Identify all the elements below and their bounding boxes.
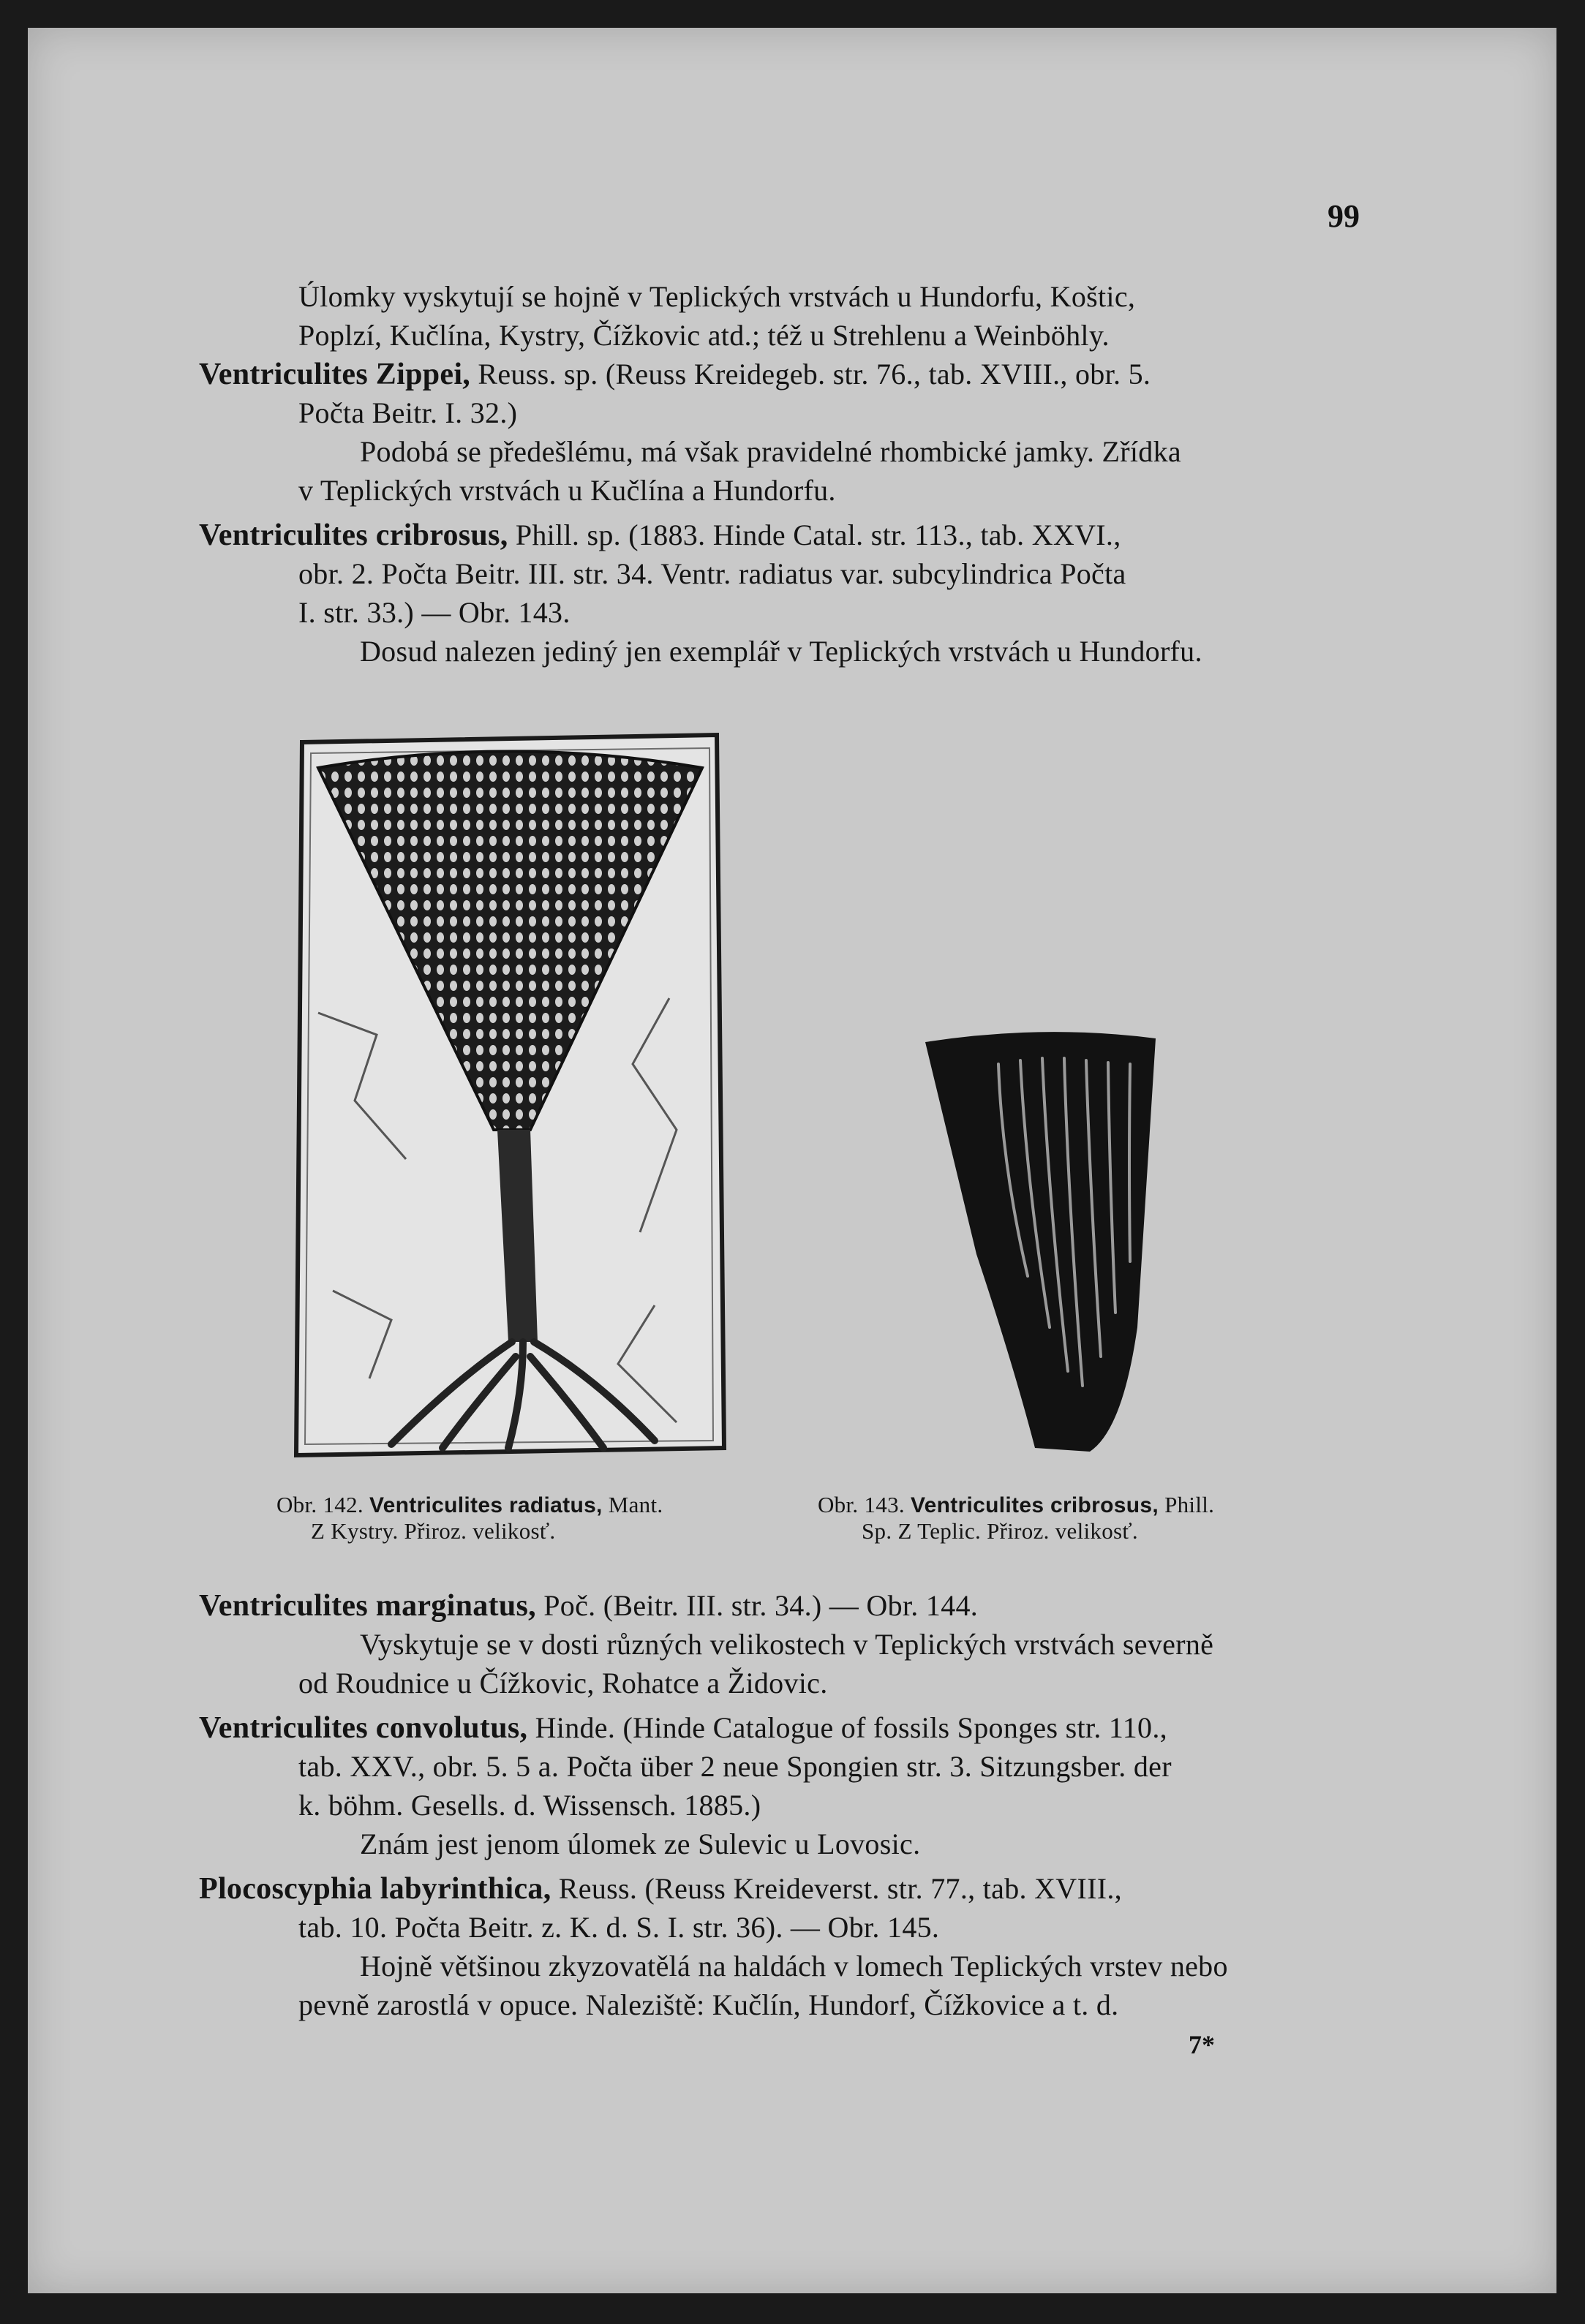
caption-prefix: Obr. 143. [818,1492,905,1517]
signature-mark: 7* [1189,2030,1215,2059]
text-line: Hojně většinou zkyzovatělá na haldách v lomech Teplických vrstev nebo [360,1950,1228,1982]
species-name: Ventriculites marginatus, [199,1589,536,1623]
text-line: I. str. 33.) — Obr. 143. [298,596,571,629]
text-line: obr. 2. Počta Beitr. III. str. 34. Ventr. radiatus var. subcylindrica Počta [298,557,1126,590]
caption-author: Mant. [602,1492,663,1517]
species-entry [199,1709,1167,1747]
species-entry [199,355,1151,393]
text-line: Poplzí, Kučlína, Kystry, Čížkovic atd.; též u Strehlenu a Weinböhly. [298,319,1110,352]
species-name: Ventriculites Zippei, [199,358,471,391]
figure-143-image [918,1020,1167,1459]
figure-143-caption-line2: Sp. Z Teplic. Přiroz. velikosť. [862,1518,1138,1544]
text-line: tab. XXV., obr. 5. 5 a. Počta über 2 neue Spongien str. 3. Sitzungsber. der [298,1750,1172,1783]
species-entry [199,1870,1122,1908]
figure-142-caption-line2: Z Kystry. Přiroz. velikosť. [311,1518,556,1544]
caption-species: Ventriculites cribrosus, [911,1493,1159,1517]
species-reference: Poč. (Beitr. III. str. 34.) — Obr. 144. [535,1589,979,1622]
text-line: pevně zarostlá v opuce. Naleziště: Kučlín, Hundorf, Čížkovice a t. d. [298,1988,1119,2021]
text-line: Počta Beitr. I. 32.) [298,396,518,429]
species-reference: Hinde. (Hinde Catalogue of fossils Sponges str. 110., [527,1711,1167,1744]
caption-species: Ventriculites radiatus, [369,1493,603,1517]
species-reference: Phill. sp. (1883. Hinde Catal. str. 113., tab. XXVI., [508,518,1121,551]
text-line: Znám jest jenom úlomek ze Sulevic u Lovosic. [360,1827,921,1860]
species-name: Ventriculites cribrosus, [199,518,508,552]
page-number: 99 [1328,198,1360,234]
caption-prefix: Obr. 142. [276,1492,364,1517]
text-line: tab. 10. Počta Beitr. z. K. d. S. I. str. 36). — Obr. 145. [298,1911,940,1944]
figure-142-image [289,720,728,1463]
text-line: Podobá se předešlému, má však pravidelné rhombické jamky. Zřídka [360,435,1181,468]
species-reference: Reuss. (Reuss Kreideverst. str. 77., tab. XVIII., [551,1872,1122,1905]
text-line: Úlomky vyskytují se hojně v Teplických vrstvách u Hundorfu, Koštic, [298,280,1136,313]
species-name: Ventriculites convolutus, [199,1711,528,1745]
figure-142-caption-line1 [276,1492,663,1519]
text-line: k. böhm. Gesells. d. Wissensch. 1885.) [298,1789,761,1822]
species-entry [199,516,1121,554]
species-reference: Reuss. sp. (Reuss Kreidegeb. str. 76., tab. XVIII., obr. 5. [470,358,1151,391]
text-line: od Roudnice u Čížkovic, Rohatce a Židovic. [298,1667,828,1699]
text-line: Dosud nalezen jediný jen exemplář v Teplických vrstvách u Hundorfu. [360,635,1202,668]
species-name: Plocoscyphia labyrinthica, [199,1872,551,1906]
figure-143-caption-line1 [818,1492,1214,1519]
text-line: Vyskytuje se v dosti různých velikostech v Teplických vrstvách severně [360,1628,1214,1661]
species-entry [199,1587,978,1625]
text-line: v Teplických vrstvách u Kučlína a Hundorfu. [298,474,836,507]
caption-author: Phill. [1159,1492,1215,1517]
